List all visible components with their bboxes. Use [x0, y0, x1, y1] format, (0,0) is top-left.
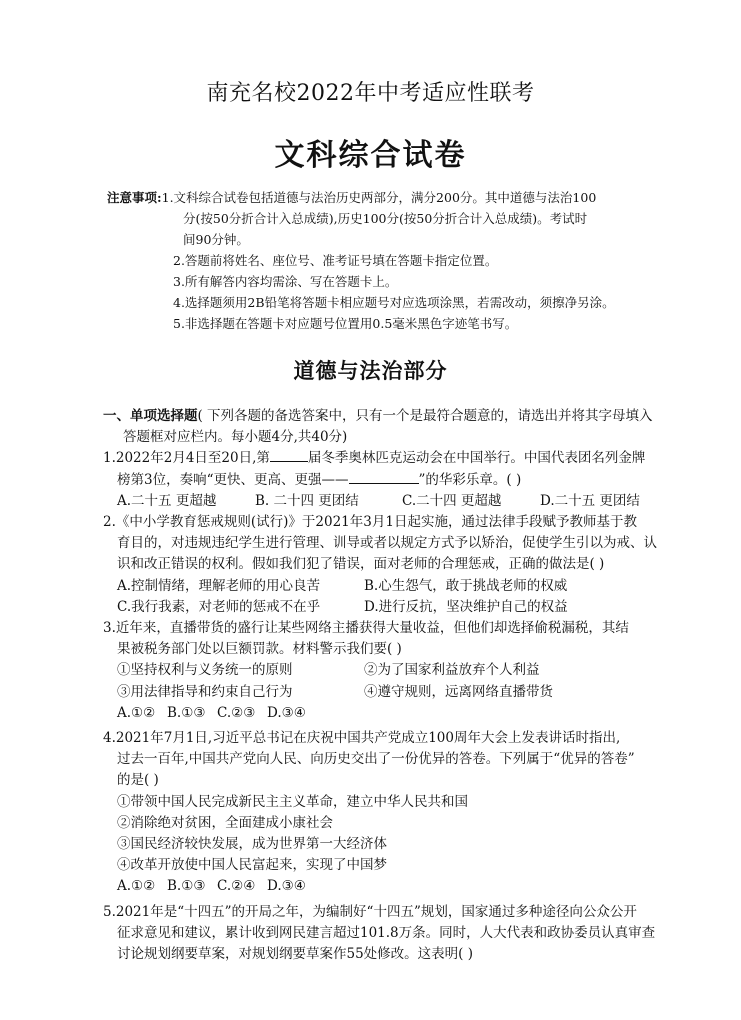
q3-items-row1 [103, 660, 678, 681]
q3-line1: 3.近年来，直播带货的盛行让某些网络主播获得大量收益，但他们却选择偷税漏税，其结 [103, 620, 629, 637]
option: A.控制情绪，理解老师的用心良苦 [117, 577, 321, 594]
option: B. 二十四 更团结 [255, 492, 359, 509]
option: D.二十五 更团结 [540, 492, 640, 509]
notice-label: 注意事项: [107, 190, 162, 205]
questions-body [103, 406, 678, 965]
notice-line-1: 注意事项:1.文科综合试卷包括道德与法治历史两部分，满分200分。其中道德与法治100 [107, 190, 597, 205]
q5-line3: 讨论规划纲要草案，对规划纲要草案作55处修改。这表明( ) [117, 946, 474, 963]
option: C.②④ [217, 878, 256, 895]
option: B.心生怨气，敢于挑战老师的权威 [364, 577, 568, 594]
option: D.进行反抗，坚决维护自己的权益 [364, 598, 568, 615]
q1-options [103, 491, 678, 512]
q4-options [103, 876, 678, 897]
answer-blank [349, 470, 419, 484]
notice-line-1c: 间90分钟。 [183, 232, 249, 247]
part1-heading: 一、单项选择题( 下列各题的备选答案中，只有一个是最符合题意的，请选出并将其字母填入 [103, 408, 653, 424]
exam-title: 南充名校2022年中考适应性联考 [206, 81, 535, 106]
exam-subtitle: 文科综合试卷 [274, 138, 467, 173]
statement-item: ②为了国家利益放弃个人利益 [364, 662, 540, 679]
q4-line2: 过去一百年,中国共产党向人民、向历史交出了一份优异的答卷。下列属于“优异的答卷” [117, 751, 635, 768]
statement-item: ①带领中国人民完成新民主主义革命，建立中华人民共和国 [117, 793, 468, 810]
option: A.二十五 更超越 [117, 492, 217, 509]
q4-line1: 4.2021年7月1日,习近平总书记在庆祝中国共产党成立100周年大会上发表讲话时指出, [103, 730, 621, 747]
notice-line-4: 4.选择题须用2B铅笔将答题卡相应题号对应选项涂黑，若需改动，须擦净另涂。 [173, 295, 615, 310]
q5-line2: 征求意见和建议，累计收到网民建言超过101.8万条。同时，人大代表和政协委员认真审查 [117, 924, 656, 941]
statement-item: ③用法律指导和约束自己行为 [117, 683, 293, 700]
q2-line1: 2.《中小学教育惩戒规则(试行)》于2021年3月1日起实施，通过法律手段赋予教师基于教 [103, 514, 637, 531]
option: B.①③ [167, 878, 206, 895]
q2-line3: 识和改正错误的权利。假如我们犯了错误，面对老师的合理惩戒，正确的做法是( ) [117, 556, 605, 573]
statement-item: ①坚持权利与义务统一的原则 [117, 662, 293, 679]
part1-heading-line2: 答题框对应栏内。每小题4分,共40分) [123, 429, 348, 446]
option: A.①② [117, 704, 156, 721]
option: D.③④ [267, 878, 306, 895]
option: A.①② [117, 878, 156, 895]
q2-options-row1 [103, 576, 678, 597]
option: B.①③ [167, 704, 206, 721]
q5-line1: 5.2021年是“十四五”的开局之年，为编制好“十四五”规划，国家通过多种途径向公众公开 [103, 903, 637, 920]
section-title: 道德与法治部分 [293, 358, 448, 383]
option: D.③④ [267, 704, 306, 721]
option: C.我行我素，对老师的惩戒不在乎 [117, 598, 321, 615]
q3-items-row2 [103, 682, 678, 703]
option: C.②③ [217, 704, 256, 721]
q3-options [103, 703, 678, 724]
notice-line-2: 2.答题前将姓名、座位号、准考证号填在答题卡指定位置。 [173, 253, 498, 268]
q1-line2: 榜第3位，奏响“更快、更高、更强—— ”的华彩乐章。( ) [117, 471, 522, 488]
q3-line2: 果被税务部门处以巨额罚款。材料警示我们要( ) [117, 641, 402, 658]
notice-line-5: 5.非选择题在答题卡对应题号位置用0.5毫米黑色字迹笔书写。 [173, 316, 518, 331]
statement-item: ②消除绝对贫困，全面建成小康社会 [117, 814, 333, 831]
statement-item: ④遵守规则，远离网络直播带货 [364, 683, 553, 700]
q4-line3: 的是( ) [117, 772, 159, 789]
notice-block [107, 187, 667, 334]
statement-item: ④改革开放使中国人民富起来，实现了中国梦 [117, 857, 387, 874]
notice-line-3: 3.所有解答内容均需涂、写在答题卡上。 [173, 274, 398, 289]
q2-line2: 育目的，对违规违纪学生进行管理、训导或者以规定方式予以矫治，促使学生引以为戒、认 [117, 535, 657, 552]
answer-blank [270, 448, 308, 462]
notice-line-1b: 分(按50分折合计入总成绩),历史100分(按50分折合计入总成绩)。考试时 [183, 211, 588, 226]
statement-item: ③国民经济较快发展，成为世界第一大经济体 [117, 836, 387, 853]
option: C.二十四 更超越 [402, 492, 502, 509]
q2-options-row2 [103, 597, 678, 618]
q1-line1: 1.2022年2月4日至20日,第 届冬季奥林匹克运动会在中国举行。中国代表团名列金牌 [103, 450, 646, 467]
